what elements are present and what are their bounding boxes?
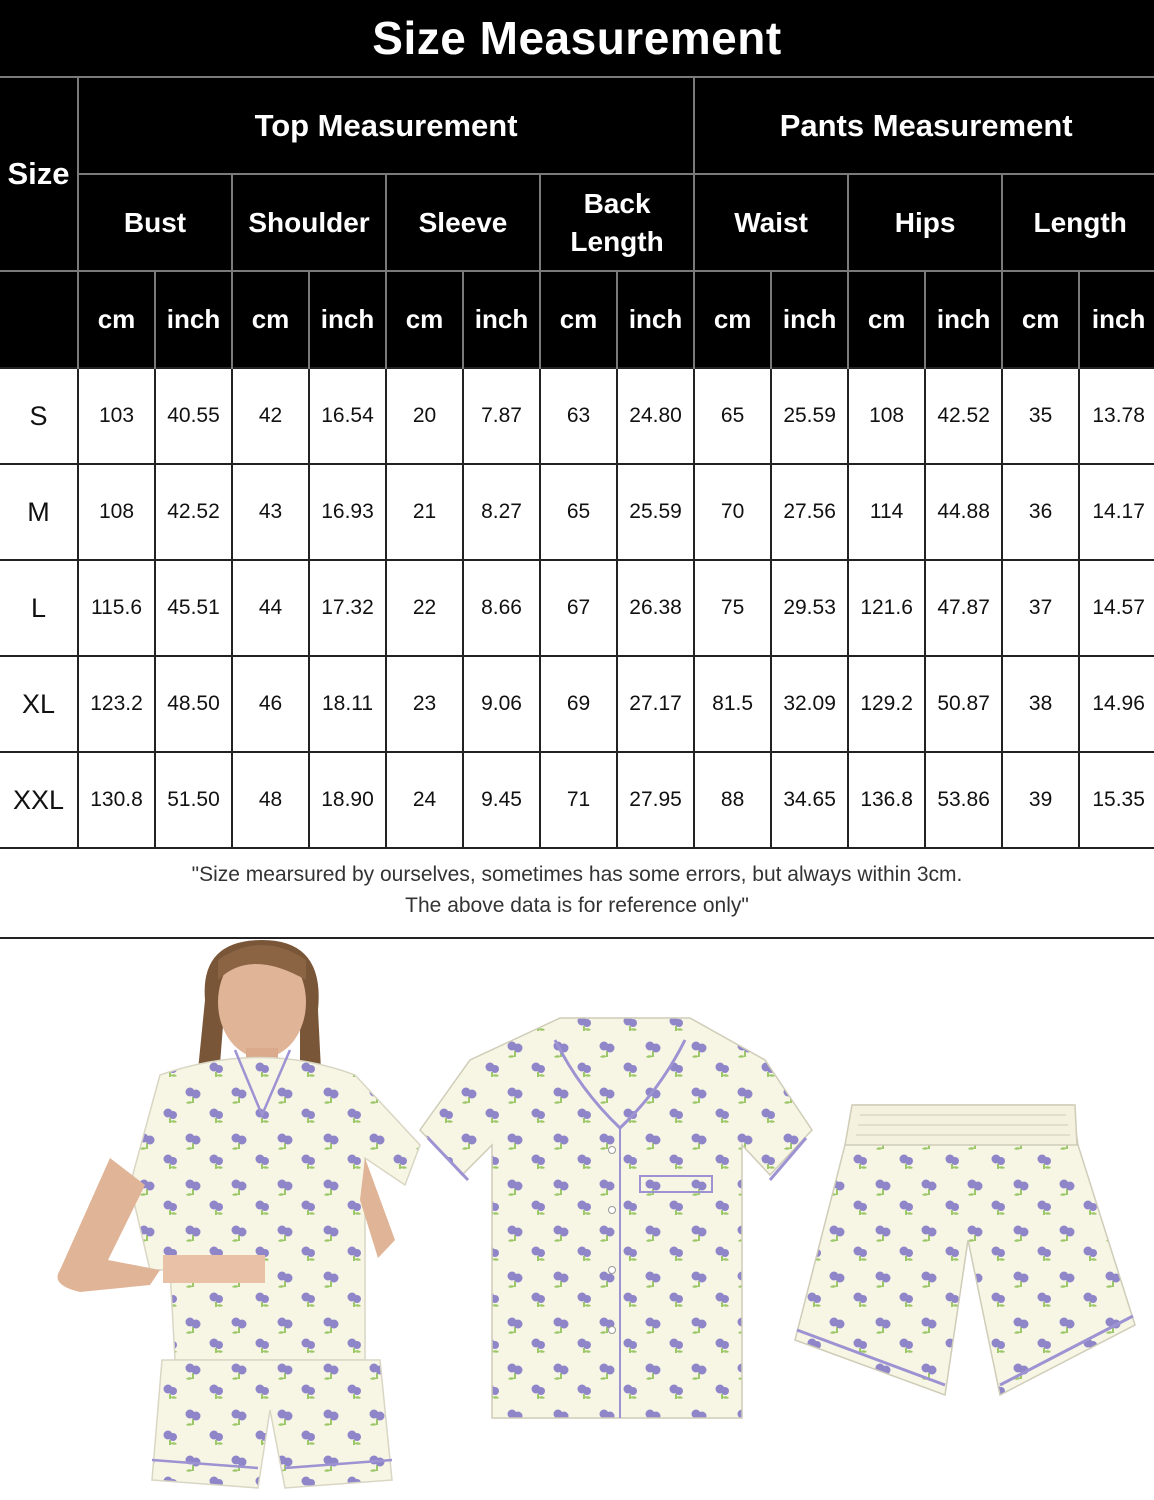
table-row xyxy=(0,752,1154,848)
measurement-cell: 27.17 xyxy=(617,656,694,752)
bust-header: Bust xyxy=(78,174,232,271)
unit-header: inch xyxy=(925,271,1002,368)
measurement-cell: 9.06 xyxy=(463,656,540,752)
measurement-cell: 24.80 xyxy=(617,368,694,464)
table-row xyxy=(0,464,1154,560)
shorts-photo xyxy=(795,1105,1135,1395)
measurement-cell: 63 xyxy=(540,368,617,464)
size-label-cell: S xyxy=(0,368,78,464)
measurement-cell: 34.65 xyxy=(771,752,848,848)
size-label-cell: XL xyxy=(0,656,78,752)
measurement-cell: 44 xyxy=(232,560,309,656)
unit-header: cm xyxy=(848,271,925,368)
measurement-cell: 8.66 xyxy=(463,560,540,656)
measurement-cell: 42.52 xyxy=(925,368,1002,464)
measurement-cell: 136.8 xyxy=(848,752,925,848)
measurement-cell: 45.51 xyxy=(155,560,232,656)
measurement-cell: 103 xyxy=(78,368,155,464)
unit-header: cm xyxy=(386,271,463,368)
measurement-cell: 65 xyxy=(694,368,771,464)
measurement-cell: 22 xyxy=(386,560,463,656)
measurement-cell: 108 xyxy=(848,368,925,464)
measurement-cell: 35 xyxy=(1002,368,1079,464)
measurement-cell: 39 xyxy=(1002,752,1079,848)
size-label-cell: L xyxy=(0,560,78,656)
shoulder-header: Shoulder xyxy=(232,174,386,271)
measurement-cell: 108 xyxy=(78,464,155,560)
measurement-cell: 46 xyxy=(232,656,309,752)
measurement-cell: 42 xyxy=(232,368,309,464)
size-label-cell: M xyxy=(0,464,78,560)
measurement-cell: 14.57 xyxy=(1079,560,1154,656)
measurement-cell: 14.96 xyxy=(1079,656,1154,752)
unit-header: inch xyxy=(771,271,848,368)
measurement-cell: 67 xyxy=(540,560,617,656)
measurement-cell: 9.45 xyxy=(463,752,540,848)
unit-header: inch xyxy=(155,271,232,368)
product-photos xyxy=(0,940,1154,1500)
measurement-cell: 13.78 xyxy=(1079,368,1154,464)
measurement-cell: 42.52 xyxy=(155,464,232,560)
measurement-cell: 29.53 xyxy=(771,560,848,656)
size-header: Size xyxy=(0,77,78,271)
measurement-cell: 18.90 xyxy=(309,752,386,848)
measurement-cell: 21 xyxy=(386,464,463,560)
measurement-cell: 17.32 xyxy=(309,560,386,656)
measurement-cell: 81.5 xyxy=(694,656,771,752)
measurement-cell: 88 xyxy=(694,752,771,848)
measurement-cell: 16.93 xyxy=(309,464,386,560)
table-header xyxy=(0,77,1154,368)
disclaimer-line-1: "Size mearsured by ourselves, sometimes has some errors, but always within 3cm. xyxy=(191,863,963,886)
back-length-header: Back Length xyxy=(540,174,694,271)
size-table xyxy=(0,76,1154,849)
shirt-photo xyxy=(420,1018,812,1418)
measurement-cell: 44.88 xyxy=(925,464,1002,560)
disclaimer-line-2: The above data is for reference only" xyxy=(405,894,749,917)
chart-title: Size Measurement xyxy=(0,0,1154,76)
measurement-cell: 32.09 xyxy=(771,656,848,752)
measurement-cell: 48.50 xyxy=(155,656,232,752)
measurement-cell: 8.27 xyxy=(463,464,540,560)
pants-measurement-header: Pants Measurement xyxy=(694,77,1154,174)
measurement-cell: 130.8 xyxy=(78,752,155,848)
measurement-cell: 75 xyxy=(694,560,771,656)
measurement-cell: 123.2 xyxy=(78,656,155,752)
measurement-cell: 53.86 xyxy=(925,752,1002,848)
measurement-cell: 36 xyxy=(1002,464,1079,560)
measurement-cell: 48 xyxy=(232,752,309,848)
unit-header: inch xyxy=(463,271,540,368)
unit-header: inch xyxy=(1079,271,1154,368)
hips-header: Hips xyxy=(848,174,1002,271)
unit-header: inch xyxy=(309,271,386,368)
measurement-cell: 27.95 xyxy=(617,752,694,848)
measurement-cell: 23 xyxy=(386,656,463,752)
measurement-cell: 65 xyxy=(540,464,617,560)
blank-header-cell xyxy=(0,271,78,368)
model-photo xyxy=(58,940,421,1488)
measurement-cell: 115.6 xyxy=(78,560,155,656)
measurement-cell: 14.17 xyxy=(1079,464,1154,560)
measurement-cell: 24 xyxy=(386,752,463,848)
unit-header: cm xyxy=(78,271,155,368)
measurement-cell: 27.56 xyxy=(771,464,848,560)
measurement-cell: 114 xyxy=(848,464,925,560)
unit-header: cm xyxy=(540,271,617,368)
size-disclaimer xyxy=(0,843,1154,939)
length-header: Length xyxy=(1002,174,1154,271)
unit-header: inch xyxy=(617,271,694,368)
waist-header: Waist xyxy=(694,174,848,271)
measurement-cell: 50.87 xyxy=(925,656,1002,752)
unit-header: cm xyxy=(1002,271,1079,368)
top-measurement-header: Top Measurement xyxy=(78,77,694,174)
unit-header: cm xyxy=(232,271,309,368)
measurement-cell: 47.87 xyxy=(925,560,1002,656)
table-row xyxy=(0,560,1154,656)
measurement-cell: 7.87 xyxy=(463,368,540,464)
measurement-cell: 70 xyxy=(694,464,771,560)
measurement-cell: 25.59 xyxy=(771,368,848,464)
measurement-cell: 20 xyxy=(386,368,463,464)
table-row xyxy=(0,368,1154,464)
measurement-cell: 43 xyxy=(232,464,309,560)
sleeve-header: Sleeve xyxy=(386,174,540,271)
measurement-cell: 129.2 xyxy=(848,656,925,752)
measurement-cell: 38 xyxy=(1002,656,1079,752)
unit-row xyxy=(0,271,1154,368)
measurement-cell: 18.11 xyxy=(309,656,386,752)
measurement-cell: 40.55 xyxy=(155,368,232,464)
measurement-cell: 16.54 xyxy=(309,368,386,464)
measurement-cell: 51.50 xyxy=(155,752,232,848)
measurement-cell: 25.59 xyxy=(617,464,694,560)
measurement-cell: 69 xyxy=(540,656,617,752)
table-row xyxy=(0,656,1154,752)
measurement-cell: 15.35 xyxy=(1079,752,1154,848)
measurement-cell: 71 xyxy=(540,752,617,848)
measurement-cell: 121.6 xyxy=(848,560,925,656)
unit-header: cm xyxy=(694,271,771,368)
size-label-cell: XXL xyxy=(0,752,78,848)
table-body xyxy=(0,368,1154,848)
measurement-cell: 26.38 xyxy=(617,560,694,656)
measurement-cell: 37 xyxy=(1002,560,1079,656)
